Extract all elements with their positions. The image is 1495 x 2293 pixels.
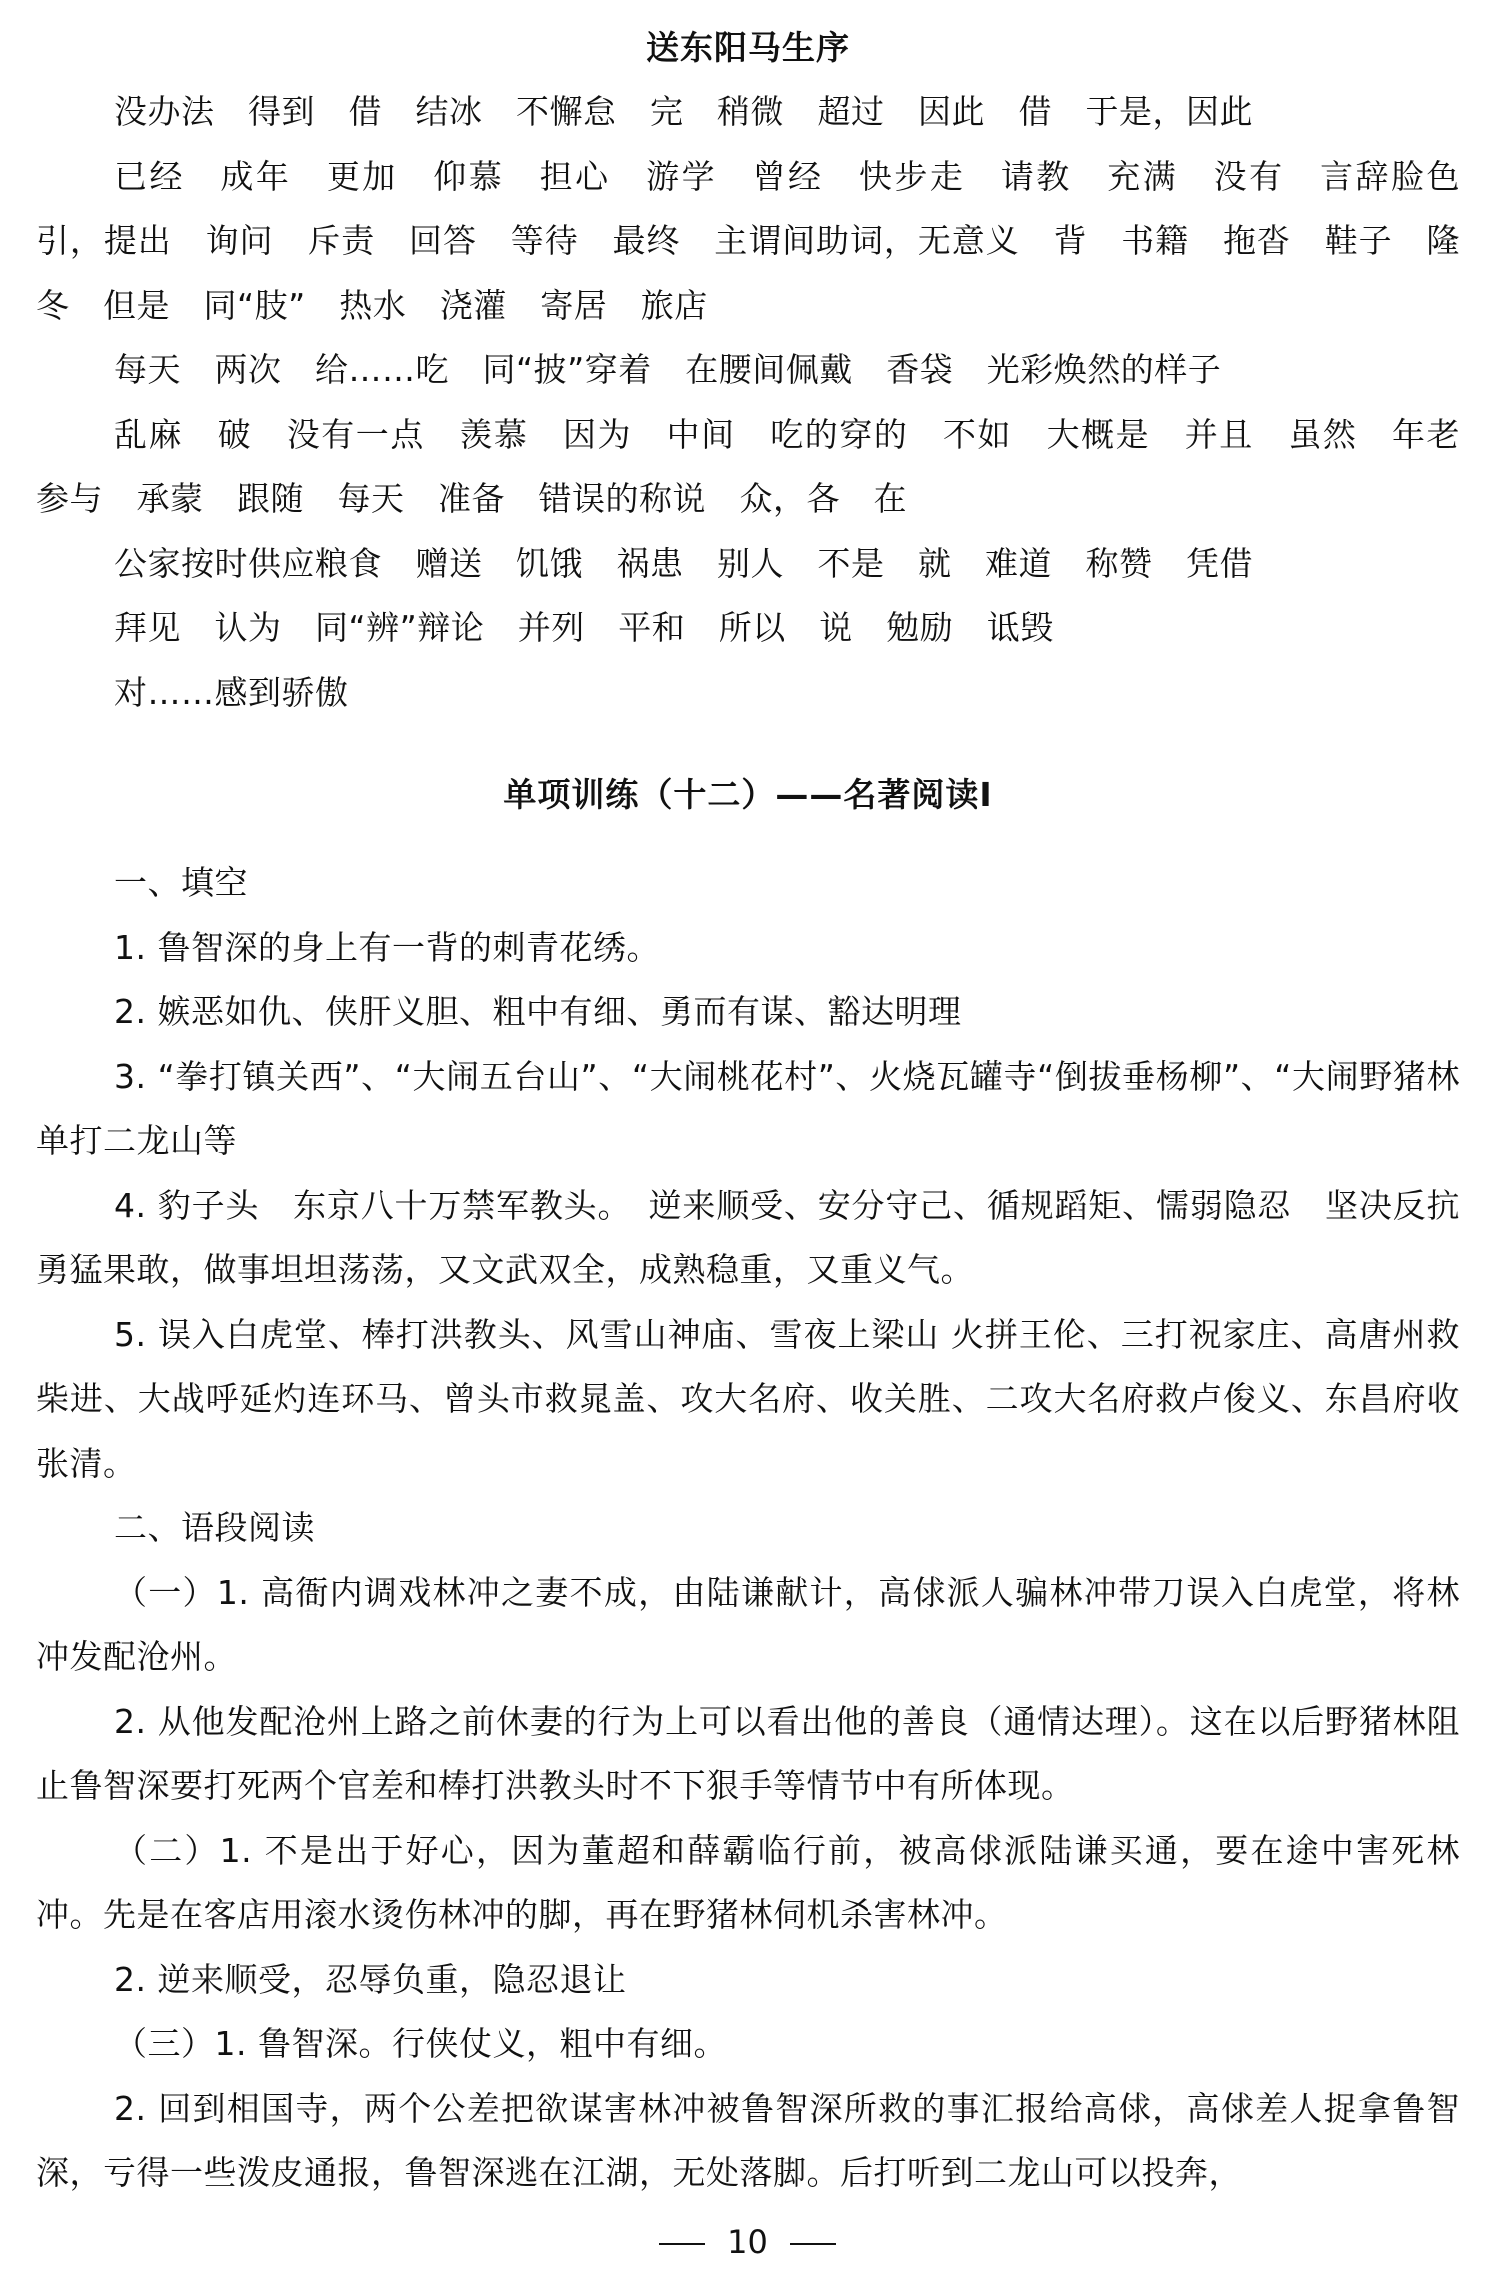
part2-heading: 二、语段阅读 — [114, 1508, 315, 1547]
answer-item: 2. 回到相国寺，两个公差把欲谋害林冲被鲁智深所救的事汇报给高俅，高俅差人捉拿鲁智深，亏得一些泼皮通报，鲁智深逃在江湖，无处落脚。后打听到二龙山可以投奔， — [36, 2088, 1460, 2192]
glossary-line: 拜见 认为 同“辨”辩论 并列 平和 所以 说 勉励 诋毁 — [114, 608, 1054, 647]
glossary-line: 每天 两次 给……吃 同“披”穿着 在腰间佩戴 香袋 光彩焕然的样子 — [114, 350, 1222, 389]
page-footer — [0, 2220, 1495, 2264]
glossary-line: 已经 成年 更加 仰慕 担心 游学 曾经 快步走 请教 充满 没有 言辞脸色 引，提出 询问 斥责 回答 等待 最终 主谓间助词，无意义 背 书籍 拖沓 鞋子 隆冬 但是 同“肢” 热水 浇灌 寄居 旅店 — [36, 156, 1494, 325]
answer-item: 3. “拳打镇关西”、“大闹五台山”、“大闹桃花村”、火烧瓦罐寺“倒拔垂杨柳”、“大闹野猪林 单打二龙山等 — [36, 1056, 1460, 1160]
footer-dash-left — [659, 2243, 705, 2245]
page-number: 10 — [727, 2223, 768, 2261]
answer-item: 5. 误入白虎堂、棒打洪教头、风雪山神庙、雪夜上梁山 火拼王伦、三打祝家庄、高唐州救柴进、大战呼延灼连环马、曾头市救晁盖、攻大名府、收关胜、二攻大名府救卢俊义、东昌府收张清。 — [36, 1314, 1460, 1483]
glossary-line: 没办法 得到 借 结冰 不懈怠 完 稍微 超过 因此 借 于是，因此 — [114, 92, 1253, 131]
answer-item: （三）1. 鲁智深。行侠仗义，粗中有细。 — [114, 2024, 727, 2063]
glossary-line: 乱麻 破 没有一点 羡慕 因为 中间 吃的穿的 不如 大概是 并且 虽然 年老 参与 承蒙 跟随 每天 准备 错误的称说 众，各 在 — [36, 414, 1494, 518]
glossary-line: 公家按时供应粮食 赠送 饥饿 祸患 别人 不是 就 难道 称赞 凭借 — [114, 543, 1253, 583]
answer-item: 4. 豹子头 东京八十万禁军教头。 逆来顺受、安分守己、循规蹈矩、懦弱隐忍 坚决反抗勇猛果敢，做事坦坦荡荡，又文武双全，成熟稳重，又重义气。 — [36, 1185, 1460, 1289]
answer-item: 2. 从他发配沧州上路之前休妻的行为上可以看出他的善良（通情达理）。这在以后野猪林阻止鲁智深要打死两个官差和棒打洪教头时不下狠手等情节中有所体现。 — [36, 1701, 1460, 1805]
section-title-1: 送东阳马生序 — [646, 28, 850, 67]
footer-dash-right — [790, 2243, 836, 2245]
part1-heading: 一、填空 — [114, 863, 248, 902]
answer-item: 1. 鲁智深的身上有一背的刺青花绣。 — [114, 927, 660, 967]
glossary-block — [36, 80, 1494, 725]
answer-item: 2. 逆来顺受，忍辱负重，隐忍退让 — [114, 1959, 627, 1999]
answer-item: （一）1. 高衙内调戏林冲之妻不成，由陆谦献计，高俅派人骗林冲带刀误入白虎堂，将林冲发配沧州。 — [36, 1572, 1460, 1676]
answer-item: （二）1. 不是出于好心，因为董超和薛霸临行前，被高俅派陆谦买通，要在途中害死林冲。先是在客店用滚水烫伤林冲的脚，再在野猪林伺机杀害林冲。 — [36, 1830, 1460, 1934]
glossary-line: 对……感到骄傲 — [114, 672, 349, 712]
page-content — [36, 26, 1494, 2206]
section-title-2: 单项训练（十二）——名著阅读Ⅰ — [503, 775, 993, 814]
answer-item: 2. 嫉恶如仇、侠肝义胆、粗中有细、勇而有谋、豁达明理 — [114, 992, 962, 1031]
